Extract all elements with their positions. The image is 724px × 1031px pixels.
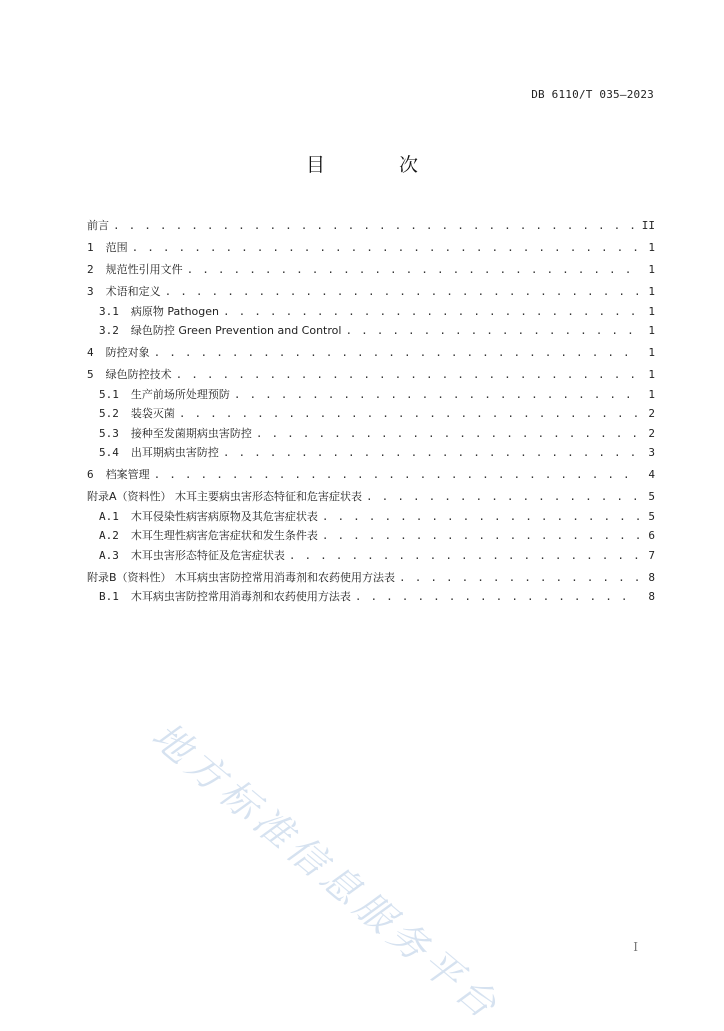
toc-entry-label: 防控对象 — [105, 346, 150, 359]
toc-entry[interactable] — [87, 587, 655, 607]
toc-entry-number: 4 — [87, 346, 94, 359]
watermark: 地方标准信息服务平台 — [143, 713, 509, 1030]
toc-entry[interactable] — [87, 343, 655, 363]
toc-entry-label: 木耳虫害形态特征及危害症状表 — [130, 548, 285, 562]
toc-entry-page: 1 — [648, 304, 655, 318]
toc-entry-label: 生产前场所处理预防 — [130, 387, 230, 401]
toc-entry-label: 绿色防控 Green Prevention and Control — [130, 324, 342, 337]
page-number: I — [633, 940, 638, 954]
toc-entry-page: II — [641, 219, 655, 232]
toc-entry-label: 术语和定义 — [105, 285, 161, 298]
toc-entry-number: B.1 — [99, 590, 119, 603]
dot-leader — [322, 526, 639, 546]
toc-entry-number: 5 — [87, 368, 94, 381]
dot-leader — [176, 365, 639, 385]
toc-entry[interactable] — [87, 260, 655, 280]
dot-leader — [223, 302, 639, 322]
toc-entry-page: 2 — [648, 407, 655, 420]
document-code: DB 6110/T 035—2023 — [531, 88, 654, 101]
toc-entry[interactable] — [87, 216, 655, 236]
toc-entry-number: 6 — [87, 468, 94, 481]
dot-leader — [187, 260, 639, 280]
toc-entry-label: 档案管理 — [105, 468, 150, 481]
dot-leader — [366, 487, 639, 507]
toc-entry[interactable] — [87, 365, 655, 385]
toc-entry-number: A.3 — [99, 548, 119, 562]
toc-entry-number: 3 — [87, 285, 94, 298]
toc-entry-label: 前言 — [87, 219, 109, 232]
dot-leader — [154, 465, 639, 485]
toc-entry-page: 8 — [648, 590, 655, 603]
dot-leader — [289, 546, 639, 566]
toc-entry-label: 附录B（资料性） 木耳病虫害防控常用消毒剂和农药使用方法表 — [87, 570, 396, 584]
toc-entry-number: 5.2 — [99, 407, 119, 420]
toc-entry[interactable] — [87, 507, 655, 527]
toc-entry[interactable] — [87, 302, 655, 322]
toc-entry[interactable] — [87, 321, 655, 341]
toc-entry[interactable] — [87, 424, 655, 444]
toc-entry-label: 范围 — [105, 241, 128, 254]
toc-entry-page: 1 — [648, 241, 655, 254]
toc-entry-number: 5.1 — [99, 387, 119, 401]
toc-entry[interactable] — [87, 443, 655, 463]
toc-entry-number: 5.3 — [99, 426, 119, 440]
dot-leader — [256, 424, 639, 444]
toc-entry[interactable] — [87, 404, 655, 424]
dot-leader — [179, 404, 639, 424]
toc-entry[interactable] — [87, 526, 655, 546]
toc-entry-page: 3 — [648, 446, 655, 459]
dot-leader — [154, 343, 639, 363]
toc-entry-label: 木耳病虫害防控常用消毒剂和农药使用方法表 — [130, 590, 351, 603]
toc-entry-page: 6 — [648, 529, 655, 542]
toc-entry-page: 1 — [648, 324, 655, 337]
table-of-contents — [87, 216, 655, 607]
toc-entry-page: 2 — [648, 426, 655, 440]
toc-entry-label: 绿色防控技术 — [105, 368, 172, 381]
toc-entry-number: A.1 — [99, 509, 119, 523]
toc-entry-number: 2 — [87, 263, 94, 276]
toc-entry-number: 1 — [87, 241, 94, 254]
toc-entry-label: 装袋灭菌 — [130, 407, 175, 420]
toc-entry-label: 木耳侵染性病害病原物及其危害症状表 — [130, 509, 318, 523]
toc-entry-page: 7 — [648, 548, 655, 562]
toc-entry-page: 1 — [648, 285, 655, 298]
toc-entry[interactable] — [87, 238, 655, 258]
toc-entry-number: 5.4 — [99, 446, 119, 459]
toc-entry-page: 1 — [648, 263, 655, 276]
dot-leader — [234, 385, 639, 405]
dot-leader — [345, 321, 639, 341]
toc-entry-page: 4 — [648, 468, 655, 481]
toc-entry-page: 1 — [648, 387, 655, 401]
dot-leader — [355, 587, 639, 607]
dot-leader — [165, 282, 639, 302]
toc-title: 目 次 — [305, 154, 453, 176]
toc-entry[interactable] — [87, 282, 655, 302]
dot-leader — [113, 216, 636, 236]
toc-entry-label: 病原物 Pathogen — [130, 304, 219, 318]
toc-entry-label: 出耳期病虫害防控 — [130, 446, 219, 459]
dot-leader — [132, 238, 639, 258]
toc-entry-number: 3.2 — [99, 324, 119, 337]
dot-leader — [322, 507, 639, 527]
dot-leader — [223, 443, 639, 463]
dot-leader — [399, 568, 639, 588]
toc-entry-label: 规范性引用文件 — [105, 263, 183, 276]
toc-entry[interactable] — [87, 487, 655, 507]
toc-entry-number: A.2 — [99, 529, 119, 542]
toc-entry-page: 1 — [648, 368, 655, 381]
toc-entry-page: 5 — [648, 509, 655, 523]
toc-entry[interactable] — [87, 465, 655, 485]
toc-entry-page: 1 — [648, 346, 655, 359]
toc-entry-label: 接种至发菌期病虫害防控 — [130, 426, 252, 440]
toc-entry-page: 8 — [648, 570, 655, 584]
toc-entry[interactable] — [87, 546, 655, 566]
toc-entry-label: 附录A（资料性） 木耳主要病虫害形态特征和危害症状表 — [87, 490, 363, 503]
toc-entry-label: 木耳生理性病害危害症状和发生条件表 — [130, 529, 318, 542]
toc-entry-number: 3.1 — [99, 304, 119, 318]
toc-entry[interactable] — [87, 385, 655, 405]
toc-entry-page: 5 — [648, 490, 655, 503]
toc-entry[interactable] — [87, 568, 655, 588]
